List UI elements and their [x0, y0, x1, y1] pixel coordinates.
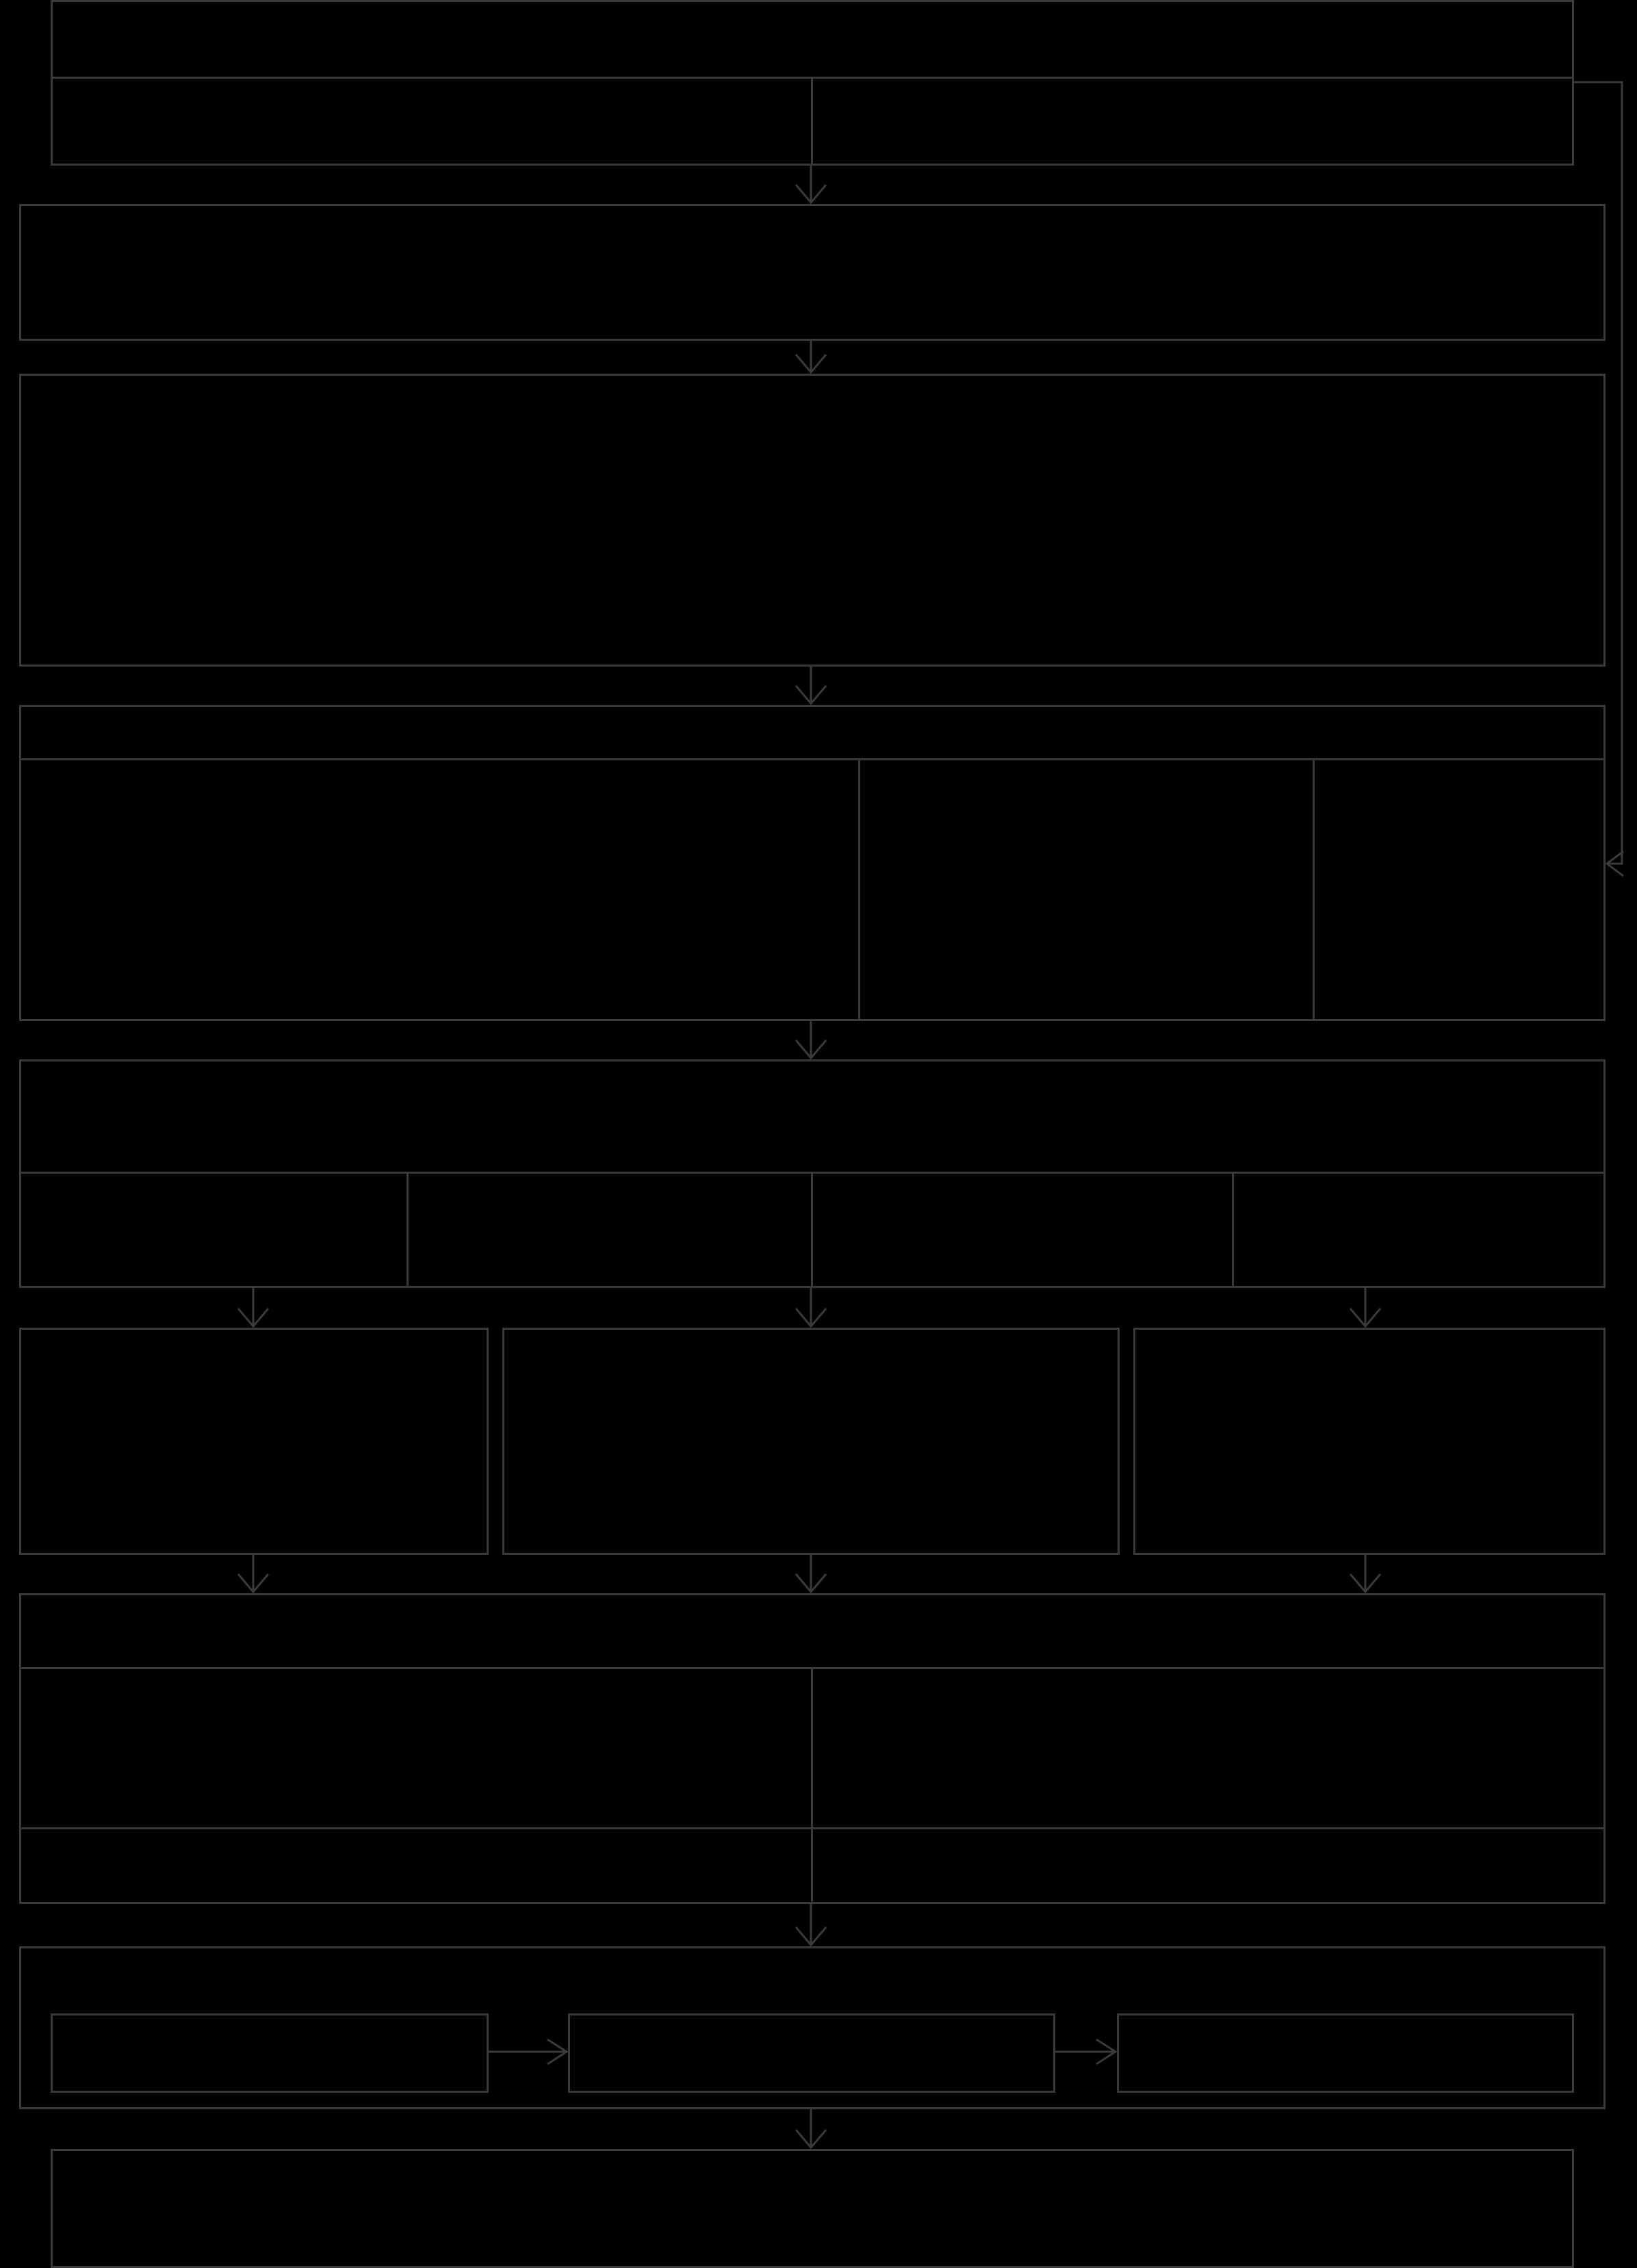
task-item-continuation: безопасности — [27, 519, 223, 554]
conditions-col-3: Построение образовательного процесса на основе контекстного обучения — [1348, 788, 1573, 985]
level-threshold: Пороговый (недопустимый) — [89, 2036, 450, 2070]
result-line-2: подготовленный к профессиональной деятельности — [420, 2203, 1204, 2242]
list-item: ○ лабораторные работы — [40, 1452, 331, 1484]
levels-title: Уровни сформированности профессионально-специализированных компетенций — [268, 1963, 1357, 1998]
result-line-1: Результат – инженер пожарной безопасности, — [456, 2161, 1169, 2200]
list-item: ○ интерактивный — [526, 1418, 739, 1450]
components-title: Компоненты профессионально-специализированных компетенций — [365, 1609, 1259, 1644]
block-educational-methodical: Учебно- методический блок — [463, 1183, 756, 1259]
support-title-line-2: НА ОСНОВЕ КОМПЬЮТЕРНОГО МОДЕЛИРОВАНИЯ — [400, 1116, 1224, 1152]
goal-label: Цель — [258, 216, 320, 249]
list-item: ○ мониторинг — [1163, 1375, 1335, 1406]
social-order-standard-requirements: Требования образовательного стандарта — [125, 99, 736, 138]
support-title-line-1: КОМПЕТЕНТНОСТНО-ОРИЕНТИРОВАННОЕ ДИДАКТИЧЕСКОЕ СОПРОВОЖДЕНИЕ — [151, 1077, 1473, 1113]
conditions-col-1: Переход от традиционного дидактического сопровождения, направленного на формирование ЗУН, к компетентностно-ориентированному, предполагающему формирование всех необходимых компетенций инженера пожарной безопасности в соответствии с видами будущей профессиональной деятельности — [86, 770, 793, 1001]
list-item: ○ кейс-методы — [888, 1452, 1068, 1484]
goal-line-1: Цель – профессиональная подготовка специалистов в области пожарной безопасности — [258, 216, 1367, 249]
goal-line-2: на основе внедрения в образовательный процесс компетентностно-ориентированного дидактического — [157, 251, 1467, 285]
list-item: ○ проблемный — [888, 1418, 1067, 1450]
goal-line-3: сопровождения с использованием компьютерного моделирования — [390, 287, 1235, 320]
social-order-title: Социальный заказ на подготовку инженера пожарной безопасности — [299, 14, 1326, 53]
list-item: ○ диагностика — [1163, 1408, 1340, 1441]
task-item: ○ выявление организационно-педагогических условий профессиональной подготовки инженера пожарной — [27, 486, 1398, 520]
list-item: ○ исследовательский — [526, 1452, 782, 1484]
result-label: Результат — [456, 2161, 621, 2200]
task-item: ○ педагогическое проектирование специальной дисциплины с использованием компьютерного моделирования — [27, 554, 1451, 588]
list-item: ○ демонстрационный — [526, 1486, 789, 1519]
forms-control-title: Формы контроля: — [1259, 1339, 1480, 1371]
methods-title: Методы обучения: — [696, 1339, 926, 1371]
task-item-continuation: дисциплины на основе компьютерного моделирования — [27, 621, 753, 655]
list-item: ○ вербальный — [526, 1384, 696, 1416]
task-item: ○ построение профессиограммы инженера пожарной безопасности — [27, 452, 892, 487]
component-design: В области проектно-конструкторской деятельности — [175, 1671, 656, 1737]
level-productive: Продуктивный — [716, 2036, 907, 2070]
list-item: ○ самокоррекция — [1163, 1511, 1373, 1543]
list-item: ○ курсовое проектирование — [40, 1486, 379, 1519]
conditions-title: Организационно-педагогические условия профессиональной подготовки — [322, 714, 1303, 749]
component-expert: В области экспертной, надзорной и инспекционно- аудиторской деятельности — [881, 1833, 1537, 1900]
block-resource: Ресурсный блок — [1337, 1183, 1502, 1259]
list-item: ○ лекции — [40, 1384, 152, 1416]
block-planning-normative: Планово- нормативный блок — [71, 1183, 356, 1259]
block-assessment-control: Оценочно- контролирующий блок — [849, 1183, 1196, 1259]
level-advanced: Продвинутый — [1256, 2036, 1434, 2070]
component-management: В области организационно-управленческой деятельности — [929, 1753, 1489, 1819]
list-item: ○ практические занятия — [40, 1418, 333, 1450]
task-item: ○ анализ социального заказа и видов профессиональной деятельности инженера пожарной безопасности — [27, 419, 1377, 452]
component-production: В области производственно-технологической деятельности — [125, 1833, 707, 1900]
tasks-heading: Задачи: — [27, 383, 125, 416]
component-service: В области сервисно-эксплуатационной деятельности — [166, 1753, 666, 1819]
list-item: ○ самодиагностика — [1163, 1477, 1398, 1509]
conditions-col-2: Интеграционная целостность процесса подготовки инженера пожарной безопасности с учетом профессиональной направленности его содержания — [916, 770, 1257, 1001]
component-research: В области научно-исследовательской деятельности — [971, 1671, 1447, 1737]
feedback-connector — [1574, 82, 1622, 864]
tasks-label: Задачи — [27, 383, 117, 416]
social-order-employer-requirements: Требования работодателей — [992, 99, 1395, 138]
task-item: ○ внедрение и апробация разработанного компетентностно-ориентированного дидактического сопровождения — [27, 587, 1448, 621]
forms-learning-title: Формы обучения: — [147, 1339, 361, 1371]
list-item: ○ анализ — [1163, 1443, 1271, 1475]
list-item: ○ тренинг — [888, 1384, 1011, 1416]
